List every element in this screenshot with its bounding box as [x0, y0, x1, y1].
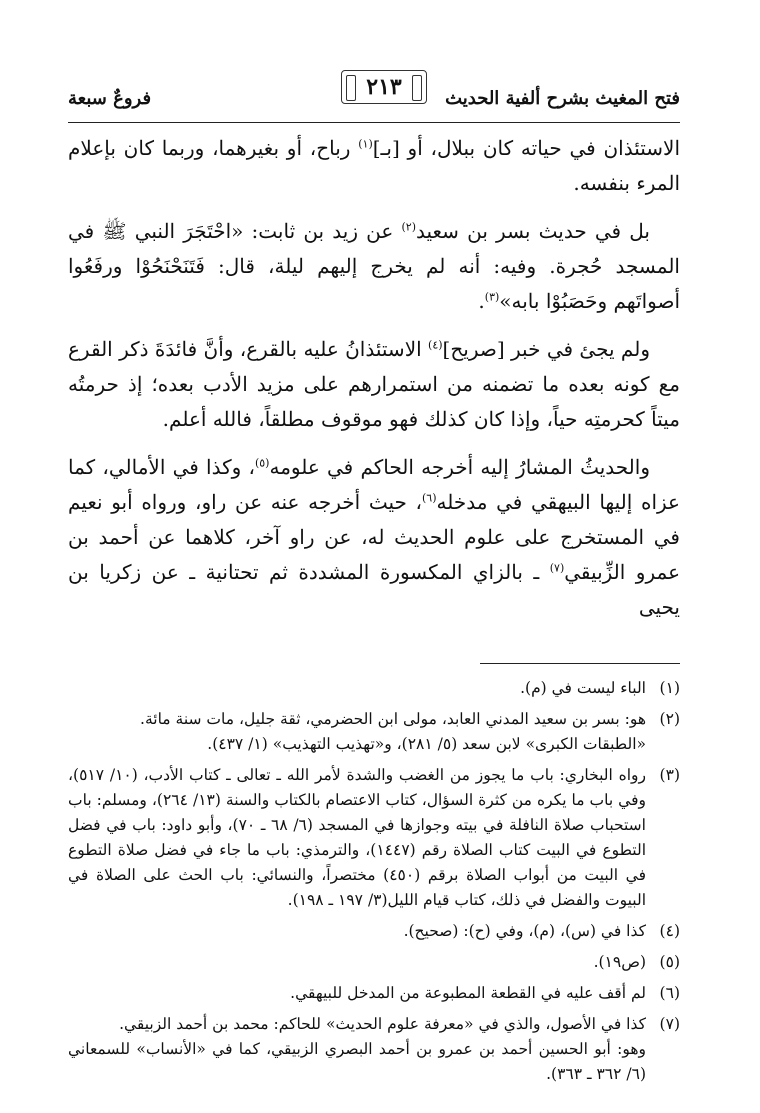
footnote-ref[interactable]: (٣) [484, 290, 500, 304]
footnote-text [68, 1012, 646, 1087]
footnote-text [68, 763, 646, 913]
footnote-line: رواه البخاري: باب ما يجوز من الغضب والشدة لأمر الله ـ تعالى ـ كتاب الأدب، (١٠/ ٥١٧)، وفي باب ما يكره من كثرة السؤال، كتاب الاعتصام بالكتاب والسنة (١٣/ ٢٦٤)، ومسلم: باب استحباب صلاة النافلة في بيته وجوازها في المسجد (٦/ ٦٨ ـ ٧٠)، وأبو داود: باب في فضل التطوع في البيت كتاب الصلاة رقم (١٤٤٧)، والترمذي: باب ما جاء في فضل صلاة التطوع في البيت من أبواب الصلاة برقم (٤٥٠) مختصراً، والنسائي: باب الحث على الصلاة في البيوت والفضل في ذلك، كتاب قيام الليل(٣/ ١٩٧ ـ ١٩٨). [68, 766, 647, 909]
section-title: فروعٌ سبعة [68, 88, 152, 109]
footnote-line: كذا في (س)، (م)، وفي (ح): (صحيح). [403, 922, 646, 940]
paragraph [68, 332, 680, 437]
text-run: . [478, 289, 485, 313]
footnote [68, 676, 680, 701]
footnote-number: (٧) [659, 1015, 680, 1033]
footnote-number: (١) [659, 679, 680, 697]
footnote-ref[interactable]: (٥) [254, 456, 270, 470]
paragraph [68, 450, 680, 625]
footnote-number: (٤) [659, 922, 680, 940]
paragraph [68, 131, 680, 201]
footnote-text [68, 950, 646, 975]
page-number: ٢١٣ [341, 70, 427, 104]
text-run: ، وكذا في الأمالي، كما عزاه إليها البيهقي في مدخله [68, 455, 680, 514]
running-header [68, 70, 680, 123]
footnote [68, 1012, 680, 1087]
book-title: فتح المغيث بشرح ألفية الحديث [445, 88, 680, 109]
paragraph [68, 214, 680, 319]
text-run: ولم يجئ في خبر [صريح] [442, 337, 650, 361]
footnote [68, 950, 680, 975]
footnote [68, 707, 680, 757]
footnote-text [68, 919, 646, 944]
text-run: الاستئذانُ عليه بالقرع، وأنَّ فائدَةَ ذكر القرع مع كونه بعده ما تضمنه من استمرارهم على مزيد الأدب بعده؛ إذ حرمتُه ميتاً كحرمتِه حياً، وإذا كان كذلك فهو موقوف مطلقاً، فالله أعلم. [68, 337, 680, 431]
footnote-line: (ص١٩). [593, 953, 646, 971]
footnote-number: (٢) [659, 710, 680, 728]
footnote-number: (٥) [659, 953, 680, 971]
footnote [68, 919, 680, 944]
footnote-ref[interactable]: (٦) [421, 491, 437, 505]
footnote-divider [480, 663, 680, 664]
footnote-line: لم أقف عليه في القطعة المطبوعة من المدخل للبيهقي. [290, 984, 646, 1002]
footnote-line: كذا في الأصول، والذي في «معرفة علوم الحديث» للحاكم: محمد بن أحمد الزبيقي. [119, 1015, 646, 1033]
footnote-text [68, 676, 646, 701]
footnote-ref[interactable]: (١) [358, 137, 373, 151]
footnote-ref[interactable]: (٧) [549, 561, 565, 575]
footnote-text [68, 707, 646, 757]
footnote-line: هو: بسر بن سعيد المدني العابد، مولى ابن الحضرمي، ثقة جليل، مات سنة مائة. [140, 710, 646, 728]
footnote-line: «الطبقات الكبرى» لابن سعد (٥/ ٢٨١)، و«تهذيب التهذيب» (١/ ٤٣٧). [207, 735, 646, 753]
footnote-ref[interactable]: (٤) [428, 338, 443, 352]
text-run: ـ بالزاي المكسورة المشددة ثم تحتانية ـ عن زكريا بن يحيى [68, 560, 680, 619]
book-page [68, 70, 680, 1093]
text-run: الاستئذان في حياته كان ببلال، أو [بـ] [372, 136, 680, 160]
footnote-number: (٦) [659, 984, 680, 1002]
footnote-text [68, 981, 646, 1006]
text-run: بل في حديث بسر بن سعيد [416, 219, 650, 243]
footnotes [68, 676, 680, 1087]
footnote [68, 981, 680, 1006]
footnote [68, 763, 680, 913]
footnote-line: الباء ليست في (م). [520, 679, 646, 697]
footnote-number: (٣) [659, 766, 680, 784]
text-run: عن زيد بن ثابت: «احْتَجَرَ النبي ﷺ في المسجد حُجرة. وفيه: أنه لم يخرج إليهم ليلة، قال: فَتَنَحْنَحُوْا ورفَعُوا أصواتَهم وحَصَبُوْا بابه» [68, 219, 680, 313]
text-run: رباح، أو بغيرهما، وربما كان بإعلام المرء بنفسه. [68, 136, 680, 195]
text-run: ، حيث أخرجه عنه عن راو، ورواه أبو نعيم في المستخرج على علوم الحديث له، عن راو آخر، كلاهما عن أحمد بن عمرو الزِّبيقي [68, 490, 681, 584]
main-text [68, 131, 680, 625]
footnote-ref[interactable]: (٢) [401, 220, 416, 234]
footnote-line: وهو: أبو الحسين أحمد بن عمرو بن أحمد البصري الزبيقي، كما في «الأنساب» للسمعاني (٦/ ٣٦٢ ـ ٣٦٣). [68, 1040, 646, 1083]
text-run: والحديثُ المشارُ إليه أخرجه الحاكم في علومه [269, 455, 650, 479]
